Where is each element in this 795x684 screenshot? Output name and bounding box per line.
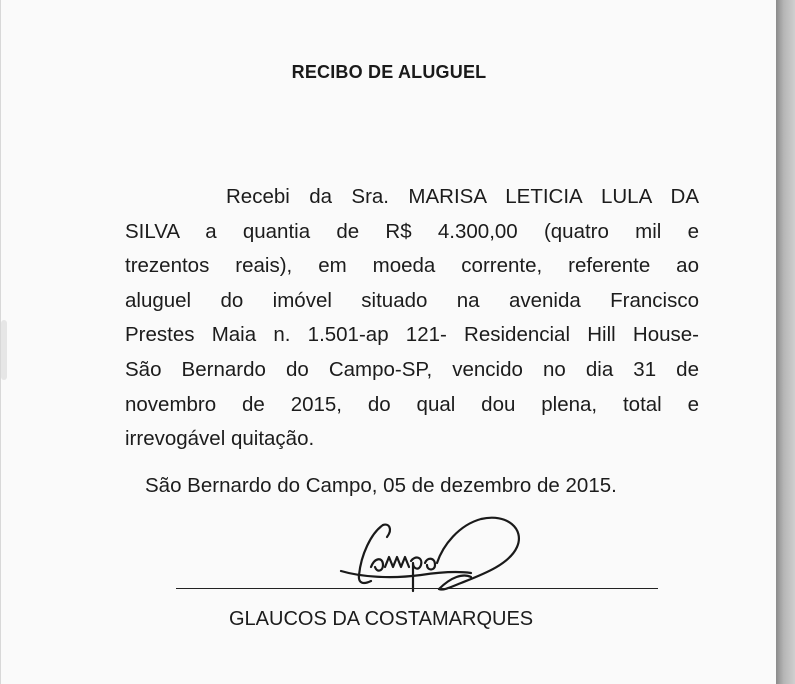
date-line: São Bernardo do Campo, 05 de dezembro de 2015. <box>145 474 617 497</box>
body-line-7: novembro de 2015, do qual dou plena, total e <box>125 392 699 416</box>
body-line-5: Prestes Maia n. 1.501-ap 121- Residencial Hill House- <box>125 323 699 347</box>
body-line-4: aluguel do imóvel situado na avenida Francisco <box>125 288 699 312</box>
scan-edge-shadow <box>776 0 795 684</box>
body-line-6: São Bernardo do Campo-SP, vencido no dia 31 de <box>125 357 699 381</box>
receipt-body <box>125 180 699 457</box>
scan-smudge <box>1 320 7 380</box>
document-title: RECIBO DE ALUGUEL <box>291 62 487 82</box>
signer-name: GLAUCOS DA COSTAMARQUES <box>229 608 534 630</box>
handwritten-signature <box>331 505 531 600</box>
signature-line <box>176 588 658 589</box>
body-line-8: irrevogável quitação. <box>125 427 315 451</box>
body-line-3: trezentos reais), em moeda corrente, referente ao <box>125 254 699 278</box>
body-line-1: Recebi da Sra. MARISA LETICIA LULA DA <box>226 185 699 208</box>
body-line-2: SILVA a quantia de R$ 4.300,00 (quatro mil e <box>125 219 699 243</box>
